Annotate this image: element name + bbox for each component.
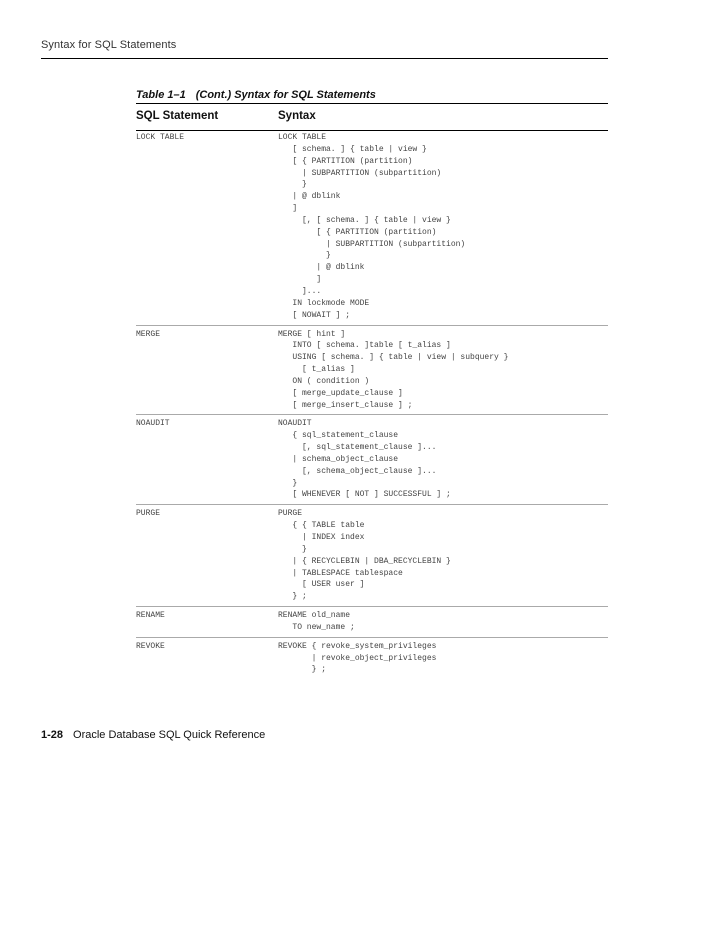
syntax-line: [, [ schema. ] { table | view } [278,215,451,225]
syntax-line: } [278,251,331,261]
table-row [136,505,608,607]
table-caption [136,89,376,101]
syntax-line: ] [278,204,298,214]
syntax-line: MERGE [ hint ] [278,329,346,339]
syntax-line: TO new_name ; [278,622,355,632]
syntax-line: | TABLESPACE tablespace [278,568,403,578]
syntax-line: } [278,544,307,554]
syntax-line: [, schema_object_clause ]... [278,466,437,476]
syntax-line: { { TABLE table [278,521,365,531]
table-row [136,415,608,505]
table-row [136,638,608,680]
syntax-line: | schema_object_clause [278,454,399,464]
sql-syntax-block [278,610,608,634]
syntax-line: [ { PARTITION (partition) [278,227,437,237]
table-row [136,129,608,326]
syntax-line: } ; [278,592,307,602]
syntax-line: RENAME old_name [278,611,351,621]
syntax-line: [ merge_update_clause ] [278,388,403,398]
column-header-sql-statement: SQL Statement [136,110,219,122]
table-header-row [136,103,608,131]
syntax-line: [ USER user ] [278,580,365,590]
syntax-line: [ t_alias ] [278,365,355,375]
sql-statement-name: NOAUDIT [136,419,170,429]
syntax-line: NOAUDIT [278,419,312,429]
syntax-line: { sql_statement_clause [278,431,399,441]
sql-statement-name: PURGE [136,509,161,519]
syntax-line: PURGE [278,509,303,519]
sql-syntax-block [278,641,608,677]
sql-statement-name: RENAME [136,611,165,621]
syntax-line: | revoke_object_privileges [278,653,437,663]
syntax-line: | @ dblink [278,263,365,273]
sql-syntax-block [278,508,608,603]
table-row [136,326,608,416]
sql-statement-name: LOCK TABLE [136,133,185,142]
syntax-table-body [136,129,608,679]
syntax-line: } [278,180,307,190]
syntax-line: [, sql_statement_clause ]... [278,443,437,453]
table-caption-title: (Cont.) Syntax for SQL Statements [195,89,376,101]
syntax-line: REVOKE { revoke_system_privileges [278,641,437,651]
sql-syntax-block [278,329,608,412]
column-header-syntax: Syntax [278,110,316,122]
book-title: Oracle Database SQL Quick Reference [73,729,266,741]
syntax-line: ] [278,275,322,285]
syntax-line: INTO [ schema. ]table [ t_alias ] [278,341,451,351]
sql-syntax-block [278,418,608,501]
syntax-line: LOCK TABLE [278,133,327,142]
syntax-line: ON ( condition ) [278,376,370,386]
syntax-line: | SUBPARTITION (subpartition) [278,168,442,178]
syntax-line: | { RECYCLEBIN | DBA_RECYCLEBIN } [278,556,451,566]
syntax-line: ]... [278,286,322,296]
running-header: Syntax for SQL Statements [41,39,177,51]
syntax-line: } [278,478,298,488]
table-row [136,607,608,638]
syntax-line: | SUBPARTITION (subpartition) [278,239,466,249]
syntax-line: [ { PARTITION (partition) [278,156,413,166]
syntax-line: USING [ schema. ] { table | view | subquery } [278,353,509,363]
syntax-line: [ WHENEVER [ NOT ] SUCCESSFUL ] ; [278,490,451,500]
page-number: 1-28 [41,729,64,741]
syntax-line: | INDEX index [278,533,365,542]
sql-syntax-block [278,132,608,322]
sql-statement-name: MERGE [136,329,161,339]
syntax-line: IN lockmode MODE [278,298,370,308]
syntax-line: | @ dblink [278,192,341,202]
page-footer [41,729,265,741]
syntax-line: [ NOWAIT ] ; [278,310,351,320]
header-rule [41,58,608,59]
syntax-line: } ; [278,665,327,675]
table-caption-number: Table 1–1 [136,89,186,101]
sql-statement-name: REVOKE [136,641,165,651]
syntax-line: [ merge_insert_clause ] ; [278,400,413,410]
syntax-line: [ schema. ] { table | view } [278,144,427,154]
